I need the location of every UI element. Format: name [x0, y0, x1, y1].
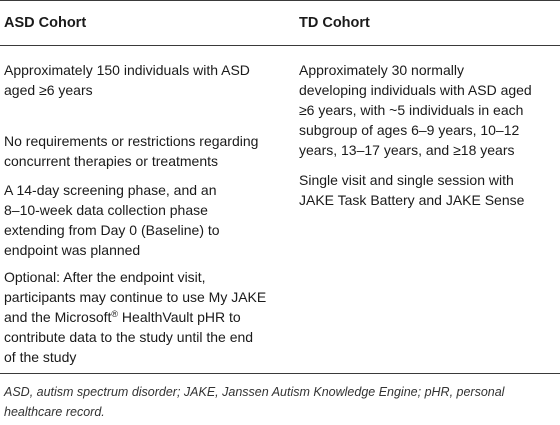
table-bottom-rule: [0, 373, 560, 374]
registered-mark: ®: [111, 309, 119, 319]
asd-cell-phases: A 14-day screening phase, and an 8–10-week data collection phase extending from Day 0 (Baseline) to endpoint was planned: [4, 182, 220, 258]
header-asd-cohort: ASD Cohort: [4, 15, 87, 31]
table-top-rule: [0, 0, 560, 1]
asd-cell-therapies: No requirements or restrictions regarding concurrent therapies or treatments: [4, 133, 259, 169]
td-cell-participants: Approximately 30 normally developing individuals with ASD aged ≥6 years, with ~5 individuals in each subgroup of ages 6–9 years, 10–12 years, 13–17 years, and ≥18 years: [299, 62, 532, 158]
asd-cell-participants: Approximately 150 individuals with ASD aged ≥6 years: [4, 62, 250, 98]
table-footnote: ASD, autism spectrum disorder; JAKE, Janssen Autism Knowledge Engine; pHR, personal healthcare record.: [4, 385, 505, 419]
td-cell-visit: Single visit and single session with JAKE Task Battery and JAKE Sense: [299, 172, 525, 208]
asd-cell-optional: Optional: After the endpoint visit, participants may continue to use My JAKE and the Microsoft® HealthVault pHR to contribute data to the study until the end of the study: [4, 269, 267, 365]
table-header-rule: [0, 45, 560, 46]
header-td-cohort: TD Cohort: [299, 15, 370, 31]
